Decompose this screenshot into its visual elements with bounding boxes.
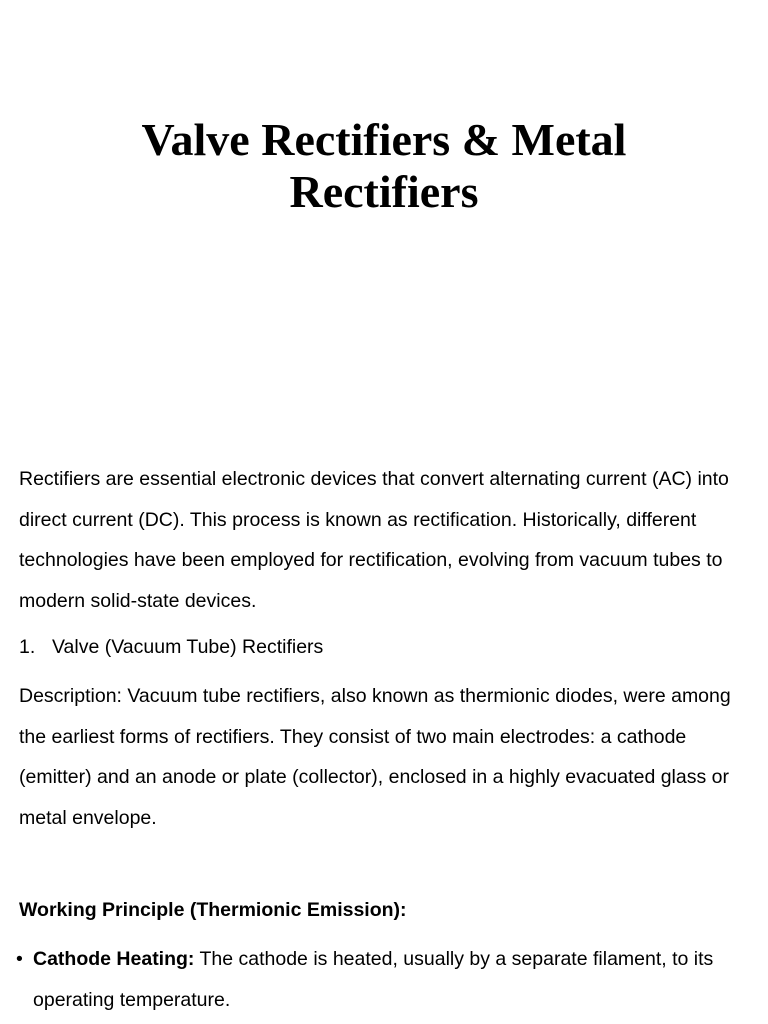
bullet-text: The cathode is heated, usually by a separate filament, to its operating temperature. (33, 948, 714, 1011)
bullet-list (16, 939, 752, 1020)
working-principle-heading: Working Principle (Thermionic Emission): (19, 899, 407, 921)
intro-paragraph: Rectifiers are essential electronic devices that convert alternating current (AC) into direct current (DC). This process is known as rectification. Historically, different technologies have been employed for rectification, evolving from vacuum tubes to modern solid-state devices. (19, 468, 729, 612)
bullet-icon: • (16, 948, 23, 970)
description-paragraph: Description: Vacuum tube rectifiers, also known as thermionic diodes, were among the earliest forms of rectifiers. They consist of two main electrodes: a cathode (emitter) and an anode or plate (collector), enclosed in a highly evacuated glass or metal envelope. (19, 685, 731, 829)
bullet-label: Cathode Heating: (33, 948, 195, 970)
bullet-item-cathode-heating (16, 939, 752, 1020)
section-heading-valve-rectifiers (19, 628, 323, 666)
section-number: 1. (19, 636, 36, 658)
page-title: Valve Rectifiers & Metal Rectifiers (141, 114, 627, 217)
section-heading-text: Valve (Vacuum Tube) Rectifiers (52, 636, 324, 658)
